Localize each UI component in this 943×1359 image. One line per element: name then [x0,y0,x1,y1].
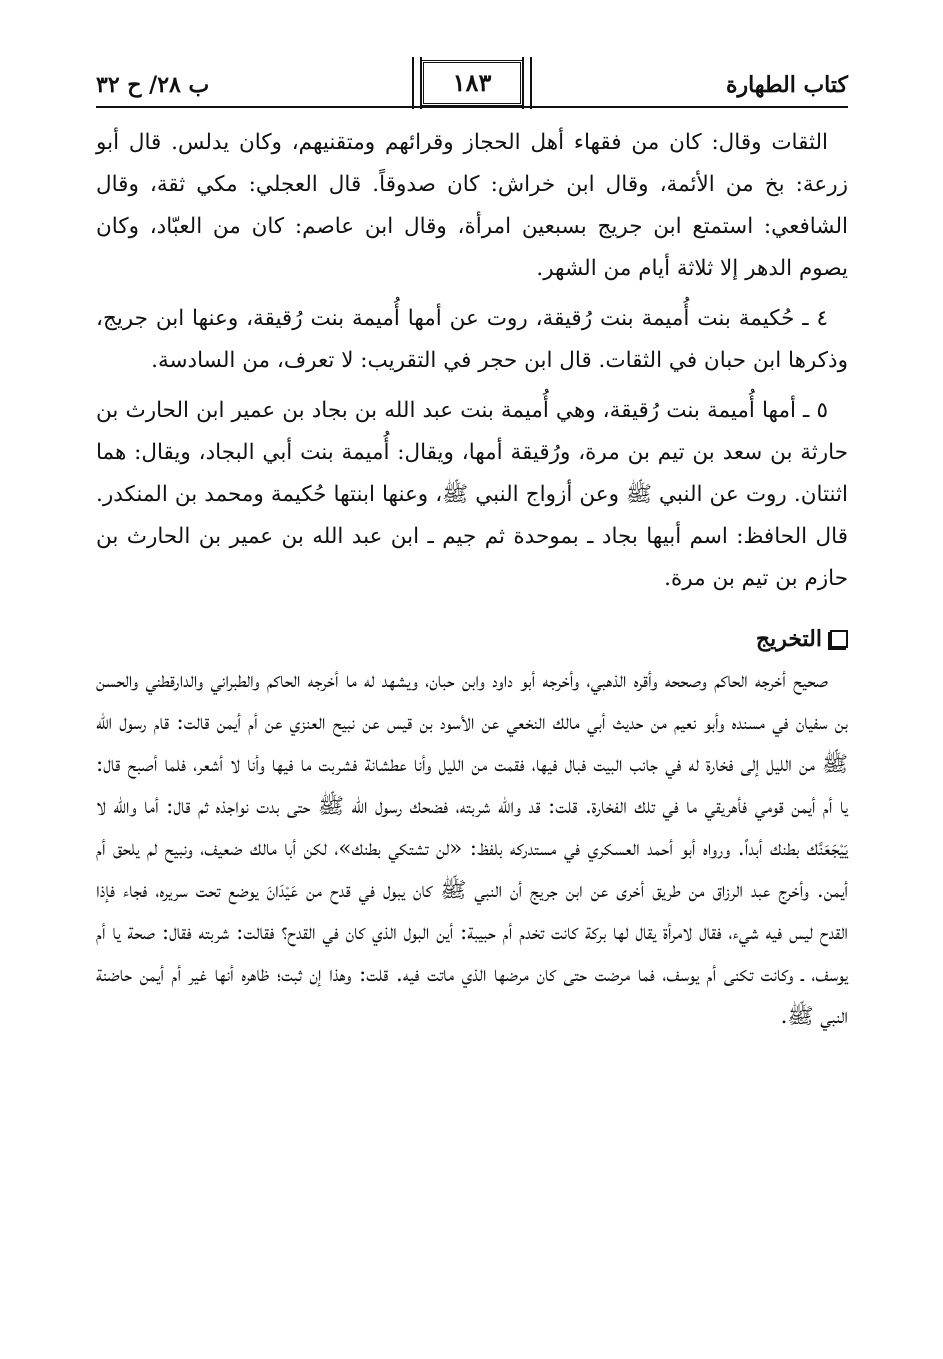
document-page [96,56,848,1038]
page-header [96,56,848,108]
section-heading [96,618,848,660]
chapter-title: كتاب الطهارة [725,72,848,98]
square-bullet-icon [830,630,848,648]
takhrij-paragraph: صحيح أخرجه الحاكم وصححه وأقره الذهبي، وأخرجه أبو داود وابن حبان، ويشهد له ما أخرجه الحاكم والطبراني والدارقطني والحسن بن سفيان في مسنده وأبو نعيم من حديث أبي مالك النخعي عن الأسود بن قيس عن نبيح العنزي عن أم أيمن قالت: قام رسول الله ﷺ من الليل إلى فخارة له في جانب البيت فبال فيها، فقمت من الليل وأنا عطشانة فشربت ما فيها وأنا لا أشعر، فلما أصبح قال: يا أم أيمن قومي فأهريقي ما في تلك الفخارة. قلت: قد والله شربته، فضحك رسول الله ﷺ حتى بدت نواجذه ثم قال: أما والله لا يَيْجَعَنَّك بطنك أبداً. ورواه أبو أحمد العسكري في مستدركه بلفظ: «لن تشتكي بطنك»، لكن أبا مالك ضعيف، ونبيح لم يلحق أم أيمن. وأخرج عبد الرزاق من طريق أخرى عن ابن جريج أن النبي ﷺ كان يبول في قدح من عَيْدَانَ يوضع تحت سريره، فجاء فإذا القدح ليس فيه شيء، فقال لامرأة يقال لها بركة كانت تخدم أم حبيبة: أين البول الذي كان في القدح؟ فقالت: شربته فقال: صحة يا أم يوسف، ـ وكانت تكنى أم يوسف، فما مرضت حتى كان مرضها الذي ماتت فيه. قلت: وهذا إن ثبت؛ ظاهره أنها غير أم أيمن حاضنة النبي ﷺ. [96,668,848,1029]
narrator-paragraph-4: ٤ ـ حُكيمة بنت أُميمة بنت رُقيقة، روت عن أمها أُميمة بنت رُقيقة، وعنها ابن جريج، وذكرها ابن حبان في الثقات. قال ابن حجر في التقريب: لا تعرف، من السادسة. [96,306,848,373]
hadith-reference: ب ٢٨/ ح ٣٢ [96,72,210,98]
page-number: ١٨٣ [421,60,523,106]
section-heading-text: التخريج [755,626,822,652]
narrator-paragraph-3: الثقات وقال: كان من فقهاء أهل الحجاز وقرائهم ومتقنيهم، وكان يدلس. قال أبو زرعة: بخ من الأئمة، وقال ابن خراش: كان صدوقاً. قال العجلي: مكي ثقة، وقال الشافعي: استمتع ابن جريج بسبعين امرأة، وقال ابن عاصم: كان من العبّاد، وكان يصوم الدهر إلا ثلاثة أيام من الشهر. [96,130,848,281]
narrator-paragraph-5: ٥ ـ أمها أُميمة بنت رُقيقة، وهي أُميمة بنت عبد الله بن بجاد بن عمير ابن الحارث بن حارثة بن سعد بن تيم بن مرة، ورُقيقة أمها، ويقال: أُميمة بنت أبي البجاد، ويقال: هما اثنتان. روت عن النبي ﷺ وعن أزواج النبي ﷺ، وعنها ابنتها حُكيمة ومحمد بن المنكدر. قال الحافظ: اسم أبيها بجاد ـ بموحدة ثم جيم ـ ابن عبد الله بن عمير بن الحارث بن حازم بن تيم بن مرة. [96,398,848,591]
